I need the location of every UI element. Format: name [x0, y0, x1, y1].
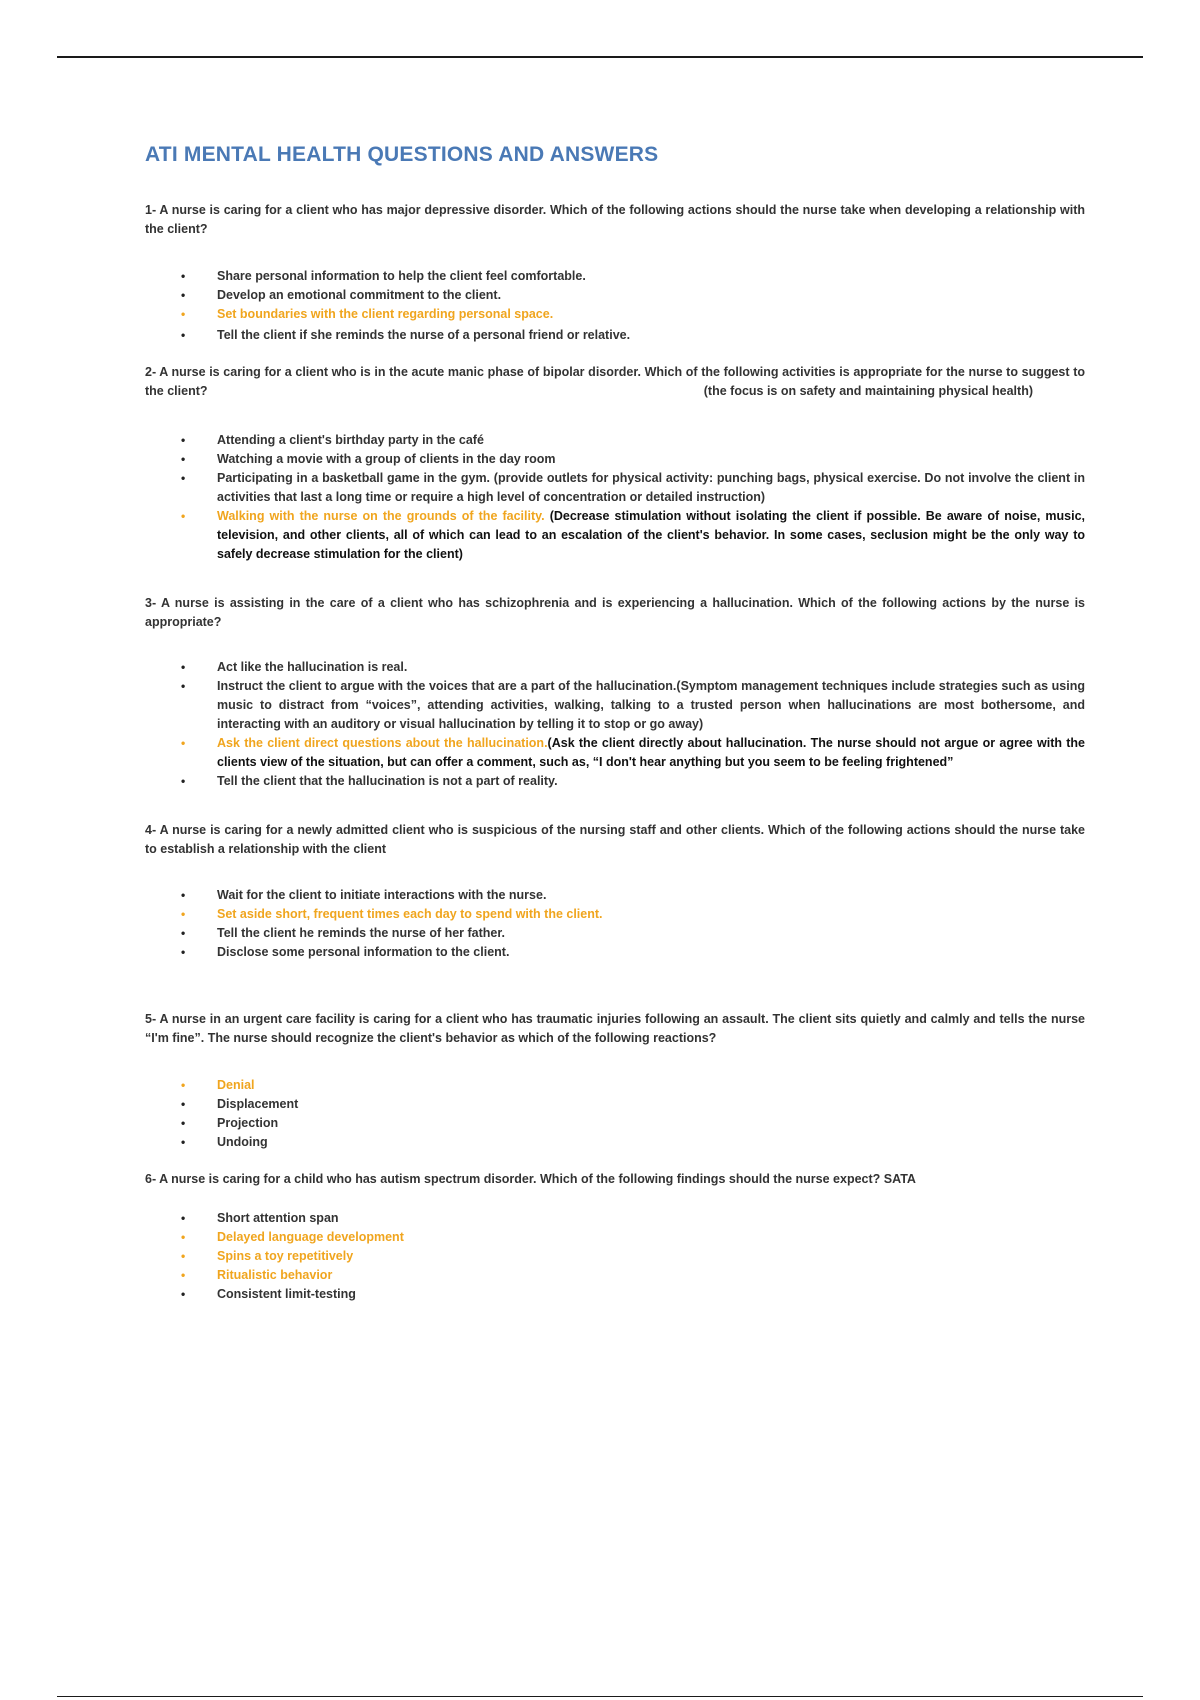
question-1: 1- A nurse is caring for a client who has major depressive disorder. Which of the following actions should the nurse take when developing a relationship with the client?: [145, 203, 1085, 236]
rationale-note: (provide outlets for physical activity: punching bags, physical exercise. Do not involve the client in activities that last a long time or require a high level of concentration or detailed instruction): [217, 471, 1085, 504]
answer-option: • Disclose some personal information to the client.: [145, 943, 1085, 962]
question-5: 5- A nurse in an urgent care facility is caring for a client who has traumatic injuries following an assault. The client sits quietly and calmly and tells the nurse “I'm fine”. The nurse should recognize the client's behavior as which of the following reactions?: [145, 1012, 1085, 1045]
correct-answer-option: • Spins a toy repetitively: [145, 1247, 1085, 1266]
rationale-note: (Ask the client directly about hallucination. The nurse should not argue or agree with the clients view of the situation, but can offer a comment, such as, “I don't hear anything but you seem to be feeling frightened”: [217, 736, 1085, 769]
answer-option: • Tell the client he reminds the nurse of her father.: [145, 924, 1085, 943]
correct-answer-option: • Walking with the nurse on the grounds of the facility. (Decrease stimulation without isolating the client if possible. Be aware of noise, music, television, and other clients, all of which can lead to an escalation of the client's behavior. In some cases, seclusion might be the only way to safely decrease stimulation for the client): [145, 507, 1085, 564]
rationale-note: (Decrease stimulation without isolating the client if possible. Be aware of noise, music, television, and other clients, all of which can lead to an escalation of the client's behavior. In some cases, seclusion might be the only way to safely decrease stimulation for the client): [217, 509, 1086, 561]
top-rule: [57, 56, 1143, 58]
bottom-rule: [57, 1696, 1143, 1697]
answer-option: • Develop an emotional commitment to the client.: [145, 286, 1085, 305]
question-4: 4- A nurse is caring for a newly admitted client who is suspicious of the nursing staff and other clients. Which of the following actions should the nurse take to establish a relationship with the client: [145, 823, 1085, 856]
question-1-options: [145, 267, 1085, 345]
rationale-note: (Symptom management techniques include strategies such as using music to distract from “voices”, attending activities, walking, talking to a trusted person when hallucinations are most bothersome, and interacting with an auditory or visual hallucination by telling it to stop or go away): [217, 679, 1085, 731]
answer-option: • Projection: [145, 1114, 1085, 1133]
question-2-options: [145, 431, 1085, 564]
correct-answer-option: • Set boundaries with the client regarding personal space.: [145, 305, 1085, 324]
correct-answer-option: • Ask the client direct questions about the hallucination.(Ask the client directly about hallucination. The nurse should not argue or agree with the clients view of the situation, but can offer a comment, such as, “I don't hear anything but you seem to be feeling frightened”: [145, 734, 1085, 772]
answer-option: • Instruct the client to argue with the voices that are a part of the hallucination.(Symptom management techniques include strategies such as using music to distract from “voices”, attending activities, walking, talking to a trusted person when hallucinations are most bothersome, and interacting with an auditory or visual hallucination by telling it to stop or go away): [145, 677, 1085, 734]
question-5-options: [145, 1076, 1085, 1152]
question-3-options: [145, 658, 1085, 791]
answer-option: • Participating in a basketball game in the gym. (provide outlets for physical activity: punching bags, physical exercise. Do not involve the client in activities that last a long time or require a high level of concentration or detailed instruction): [145, 469, 1085, 507]
answer-option: • Short attention span: [145, 1209, 1085, 1228]
question-2: 2- A nurse is caring for a client who is in the acute manic phase of bipolar disorder. Which of the following activities is appropriate for the nurse to suggest to the client? (the focus is on safety and maintaining physical health): [145, 363, 1085, 401]
question-3: 3- A nurse is assisting in the care of a client who has schizophrenia and is experiencing a hallucination. Which of the following actions by the nurse is appropriate?: [145, 596, 1085, 629]
answer-option: • Watching a movie with a group of clients in the day room: [145, 450, 1085, 469]
answer-option: • Tell the client that the hallucination is not a part of reality.: [145, 772, 1085, 791]
page-title: ATI MENTAL HEALTH QUESTIONS AND ANSWERS: [145, 143, 659, 166]
answer-option: • Tell the client if she reminds the nurse of a personal friend or relative.: [145, 326, 1085, 345]
question-6-options: [145, 1209, 1085, 1304]
answer-option: • Share personal information to help the client feel comfortable.: [145, 267, 1085, 286]
answer-option: • Displacement: [145, 1095, 1085, 1114]
correct-answer-option: • Ritualistic behavior: [145, 1266, 1085, 1285]
answer-option: • Act like the hallucination is real.: [145, 658, 1085, 677]
answer-option: • Wait for the client to initiate interactions with the nurse.: [145, 886, 1085, 905]
answer-option: • Attending a client's birthday party in the café: [145, 431, 1085, 450]
answer-option: • Consistent limit-testing: [145, 1285, 1085, 1304]
question-2-note: (the focus is on safety and maintaining physical health): [703, 384, 1033, 398]
question-4-options: [145, 886, 1085, 962]
correct-answer-option: • Denial: [145, 1076, 1085, 1095]
answer-option: • Undoing: [145, 1133, 1085, 1152]
correct-answer-option: • Set aside short, frequent times each day to spend with the client.: [145, 905, 1085, 924]
document-body: [145, 143, 1085, 1304]
correct-answer-option: • Delayed language development: [145, 1228, 1085, 1247]
question-6: 6- A nurse is caring for a child who has autism spectrum disorder. Which of the following findings should the nurse expect? SATA: [145, 1172, 916, 1186]
